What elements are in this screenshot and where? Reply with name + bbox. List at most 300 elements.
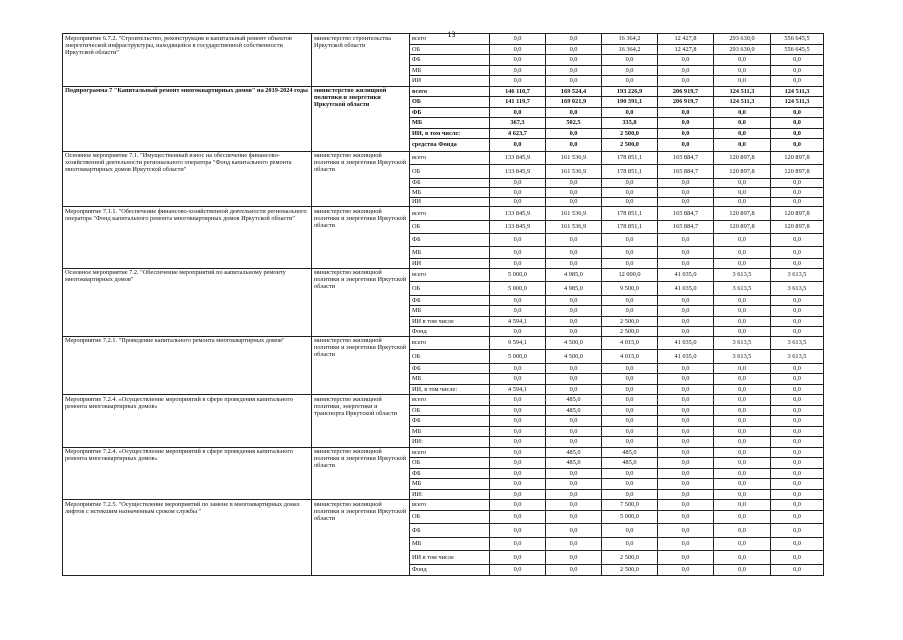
amount-cell: 0,0: [546, 188, 602, 198]
amount-cell: 0,0: [490, 295, 546, 306]
amount-cell: 0,0: [490, 197, 546, 207]
amount-cell: 0,0: [658, 447, 714, 458]
amount-cell: 0,0: [658, 246, 714, 259]
amount-cell: 502,5: [546, 118, 602, 129]
funding-source: всего: [410, 207, 490, 221]
amount-cell: 0,0: [714, 458, 771, 469]
table-row: [63, 500, 824, 511]
page-number: 13: [447, 30, 456, 39]
amount-cell: 0,0: [771, 405, 824, 416]
amount-cell: 190 391,1: [602, 97, 658, 108]
amount-cell: 0,0: [602, 306, 658, 317]
funding-source: всего: [410, 395, 490, 406]
amount-cell: 0,0: [771, 234, 824, 247]
amount-cell: 0,0: [714, 306, 771, 317]
amount-cell: 0,0: [602, 405, 658, 416]
amount-cell: 41 035,0: [658, 282, 714, 296]
amount-cell: 0,0: [658, 327, 714, 337]
amount-cell: 0,0: [490, 458, 546, 469]
amount-cell: 293 630,0: [714, 44, 771, 55]
amount-cell: 0,0: [714, 76, 771, 87]
amount-cell: 0,0: [490, 363, 546, 374]
amount-cell: 0,0: [771, 188, 824, 198]
amount-cell: 485,0: [602, 447, 658, 458]
table-row: [63, 207, 824, 221]
amount-cell: 0,0: [602, 197, 658, 207]
amount-cell: 0,0: [714, 426, 771, 437]
amount-cell: 0,0: [658, 107, 714, 118]
amount-cell: 0,0: [658, 551, 714, 565]
amount-cell: 0,0: [602, 468, 658, 479]
amount-cell: 0,0: [602, 384, 658, 395]
funding-source: МБ: [410, 537, 490, 551]
amount-cell: 0,0: [714, 374, 771, 385]
amount-cell: 12 427,8: [658, 44, 714, 55]
funding-source: ИИ, в том числе:: [410, 128, 490, 139]
funding-source: МБ: [410, 306, 490, 317]
amount-cell: 206 919,7: [658, 86, 714, 97]
amount-cell: 4 594,1: [490, 384, 546, 395]
amount-cell: 9 594,1: [490, 336, 546, 350]
amount-cell: 0,0: [771, 178, 824, 188]
amount-cell: 0,0: [771, 107, 824, 118]
responsible-executor: министерство жилищной политики, энергетики и транспорта Иркутской области: [312, 395, 410, 448]
amount-cell: 0,0: [714, 500, 771, 511]
amount-cell: 0,0: [490, 395, 546, 406]
table-row: [63, 86, 824, 97]
amount-cell: 0,0: [490, 178, 546, 188]
amount-cell: 0,0: [771, 564, 824, 576]
amount-cell: 0,0: [771, 437, 824, 448]
amount-cell: 335,8: [602, 118, 658, 129]
funding-source: Фонд: [410, 564, 490, 576]
amount-cell: 141 119,7: [490, 97, 546, 108]
amount-cell: 0,0: [658, 468, 714, 479]
amount-cell: 0,0: [771, 76, 824, 87]
amount-cell: 0,0: [602, 246, 658, 259]
amount-cell: 193 226,9: [602, 86, 658, 97]
amount-cell: 0,0: [490, 524, 546, 538]
amount-cell: 0,0: [658, 395, 714, 406]
amount-cell: 0,0: [602, 416, 658, 427]
funding-source: ФБ: [410, 178, 490, 188]
amount-cell: 0,0: [771, 468, 824, 479]
amount-cell: 0,0: [714, 537, 771, 551]
amount-cell: 0,0: [546, 537, 602, 551]
amount-cell: 0,0: [546, 524, 602, 538]
amount-cell: 161 536,9: [546, 151, 602, 165]
funding-source: ФБ: [410, 524, 490, 538]
amount-cell: 120 897,8: [714, 220, 771, 234]
amount-cell: 0,0: [658, 188, 714, 198]
amount-cell: 4 623,7: [490, 128, 546, 139]
amount-cell: 0,0: [490, 107, 546, 118]
funding-source: ОБ: [410, 458, 490, 469]
funding-source: ИИ:: [410, 489, 490, 500]
amount-cell: 3 613,5: [771, 282, 824, 296]
amount-cell: 0,0: [771, 128, 824, 139]
amount-cell: 0,0: [771, 55, 824, 66]
funding-source: ОБ: [410, 350, 490, 364]
amount-cell: 0,0: [771, 395, 824, 406]
funding-source: ФБ: [410, 55, 490, 66]
table-row: [63, 151, 824, 165]
amount-cell: 0,0: [546, 426, 602, 437]
amount-cell: 0,0: [546, 437, 602, 448]
amount-cell: 0,0: [602, 65, 658, 76]
amount-cell: 4 015,0: [602, 350, 658, 364]
amount-cell: 485,0: [546, 395, 602, 406]
funding-source: ФБ: [410, 295, 490, 306]
amount-cell: 0,0: [714, 188, 771, 198]
amount-cell: 41 035,0: [658, 336, 714, 350]
amount-cell: 0,0: [771, 426, 824, 437]
amount-cell: 0,0: [771, 65, 824, 76]
amount-cell: 0,0: [714, 316, 771, 327]
amount-cell: 0,0: [771, 447, 824, 458]
amount-cell: 0,0: [714, 551, 771, 565]
funding-source: Фонд: [410, 327, 490, 337]
amount-cell: 0,0: [714, 295, 771, 306]
amount-cell: 293 630,0: [714, 34, 771, 45]
amount-cell: 0,0: [714, 234, 771, 247]
amount-cell: 0,0: [771, 500, 824, 511]
amount-cell: 0,0: [658, 405, 714, 416]
amount-cell: 0,0: [658, 524, 714, 538]
amount-cell: 0,0: [546, 234, 602, 247]
funding-source: ОБ: [410, 282, 490, 296]
amount-cell: 0,0: [658, 128, 714, 139]
amount-cell: 120 897,8: [771, 165, 824, 179]
funding-source: ФБ: [410, 107, 490, 118]
amount-cell: 4 985,0: [546, 268, 602, 282]
amount-cell: 0,0: [658, 416, 714, 427]
funding-source: ФБ: [410, 416, 490, 427]
amount-cell: 169 524,4: [546, 86, 602, 97]
funding-source: всего: [410, 151, 490, 165]
responsible-executor: министерство строительства Иркутской области: [312, 34, 410, 87]
funding-source: МБ: [410, 479, 490, 490]
amount-cell: 0,0: [602, 55, 658, 66]
responsible-executor: министерство жилищной политики и энергетики Иркутской области: [312, 447, 410, 500]
amount-cell: 133 845,9: [490, 165, 546, 179]
amount-cell: 0,0: [771, 295, 824, 306]
amount-cell: 124 511,3: [714, 86, 771, 97]
amount-cell: 0,0: [490, 405, 546, 416]
amount-cell: 0,0: [714, 437, 771, 448]
amount-cell: 0,0: [490, 500, 546, 511]
funding-source: МБ: [410, 188, 490, 198]
amount-cell: 0,0: [714, 447, 771, 458]
amount-cell: 0,0: [490, 479, 546, 490]
table-row: [63, 447, 824, 458]
funding-source: ФБ: [410, 468, 490, 479]
budget-table: [62, 33, 824, 576]
amount-cell: 0,0: [490, 259, 546, 269]
amount-cell: 0,0: [546, 468, 602, 479]
funding-source: МБ: [410, 246, 490, 259]
amount-cell: 0,0: [602, 537, 658, 551]
amount-cell: 2 500,0: [602, 551, 658, 565]
funding-source: ОБ: [410, 97, 490, 108]
funding-source: МБ: [410, 65, 490, 76]
amount-cell: 161 536,9: [546, 220, 602, 234]
funding-source: всего: [410, 447, 490, 458]
amount-cell: 0,0: [658, 489, 714, 500]
amount-cell: 0,0: [602, 426, 658, 437]
amount-cell: 0,0: [546, 65, 602, 76]
measure-name: Мероприятие 7.2.4. «Осуществление мероприятий в сфере проведения капитального ремонта многоквартирных домов»: [63, 395, 312, 448]
funding-source: всего: [410, 34, 490, 45]
amount-cell: 5 000,0: [490, 282, 546, 296]
amount-cell: 485,0: [602, 458, 658, 469]
funding-source: МБ: [410, 426, 490, 437]
amount-cell: 4 500,0: [546, 336, 602, 350]
amount-cell: 124 511,3: [771, 86, 824, 97]
amount-cell: 120 897,8: [771, 207, 824, 221]
amount-cell: 0,0: [714, 416, 771, 427]
funding-source: МБ: [410, 374, 490, 385]
amount-cell: 0,0: [602, 374, 658, 385]
amount-cell: 0,0: [658, 537, 714, 551]
amount-cell: 485,0: [546, 458, 602, 469]
amount-cell: 0,0: [658, 139, 714, 152]
amount-cell: 12 427,8: [658, 34, 714, 45]
amount-cell: 0,0: [490, 564, 546, 576]
amount-cell: 0,0: [771, 197, 824, 207]
amount-cell: 0,0: [714, 139, 771, 152]
amount-cell: 0,0: [658, 426, 714, 437]
amount-cell: 0,0: [771, 551, 824, 565]
amount-cell: 0,0: [658, 510, 714, 524]
amount-cell: 0,0: [602, 259, 658, 269]
amount-cell: 124 511,3: [771, 97, 824, 108]
measure-name: Основное мероприятие 7.1. "Имущественный взнос на обеспечение финансово-хозяйственной деятельности регионального оператора "Фонд капитального ремонта многоквартирных домов Иркутской области": [63, 151, 312, 207]
responsible-executor: министерство жилищной политики и энергетики Иркутской области: [312, 500, 410, 576]
amount-cell: 0,0: [714, 468, 771, 479]
amount-cell: 133 845,9: [490, 207, 546, 221]
amount-cell: 0,0: [546, 34, 602, 45]
amount-cell: 0,0: [714, 55, 771, 66]
amount-cell: 120 897,8: [771, 220, 824, 234]
measure-name: Мероприятие 7.2.4. «Осуществление мероприятий в сфере проведения капитального ремонта многоквартирных домов»: [63, 447, 312, 500]
amount-cell: 0,0: [658, 197, 714, 207]
amount-cell: 0,0: [546, 416, 602, 427]
responsible-executor: министерство жилищной политики и энергетики Иркутской области: [312, 86, 410, 151]
amount-cell: 0,0: [714, 510, 771, 524]
amount-cell: 0,0: [490, 416, 546, 427]
amount-cell: 7 500,0: [602, 500, 658, 511]
amount-cell: 41 035,0: [658, 350, 714, 364]
amount-cell: 0,0: [602, 363, 658, 374]
amount-cell: 3 613,5: [714, 268, 771, 282]
amount-cell: 0,0: [658, 178, 714, 188]
funding-source: ОБ: [410, 405, 490, 416]
amount-cell: 0,0: [658, 500, 714, 511]
funding-source: ФБ: [410, 363, 490, 374]
funding-source: ИИ: [410, 259, 490, 269]
measure-name: Основное мероприятие 7.2. "Обеспечение мероприятий по капитальному ремонту многоквартирных домов": [63, 268, 312, 336]
amount-cell: 178 851,1: [602, 220, 658, 234]
amount-cell: 0,0: [602, 295, 658, 306]
responsible-executor: министерство жилищной политики и энергетики Иркутской области: [312, 207, 410, 269]
amount-cell: 0,0: [658, 564, 714, 576]
amount-cell: 0,0: [546, 107, 602, 118]
funding-source: ИИ:: [410, 437, 490, 448]
amount-cell: 0,0: [658, 234, 714, 247]
amount-cell: 0,0: [490, 468, 546, 479]
amount-cell: 0,0: [546, 306, 602, 317]
amount-cell: 0,0: [658, 118, 714, 129]
amount-cell: 0,0: [714, 384, 771, 395]
amount-cell: 0,0: [771, 384, 824, 395]
amount-cell: 0,0: [714, 128, 771, 139]
amount-cell: 0,0: [490, 437, 546, 448]
amount-cell: 0,0: [490, 306, 546, 317]
amount-cell: 41 035,0: [658, 268, 714, 282]
amount-cell: 0,0: [490, 139, 546, 152]
amount-cell: 0,0: [602, 524, 658, 538]
amount-cell: 0,0: [771, 118, 824, 129]
amount-cell: 0,0: [546, 246, 602, 259]
amount-cell: 165 884,7: [658, 207, 714, 221]
amount-cell: 0,0: [602, 76, 658, 87]
amount-cell: 0,0: [658, 259, 714, 269]
amount-cell: 161 536,9: [546, 207, 602, 221]
funding-source: ИИ в том числе: [410, 551, 490, 565]
amount-cell: 2 500,0: [602, 128, 658, 139]
amount-cell: 0,0: [714, 479, 771, 490]
amount-cell: 133 845,9: [490, 220, 546, 234]
amount-cell: 0,0: [546, 316, 602, 327]
amount-cell: 3 613,5: [771, 336, 824, 350]
amount-cell: 0,0: [658, 384, 714, 395]
amount-cell: 0,0: [546, 363, 602, 374]
funding-source: ОБ: [410, 220, 490, 234]
funding-source: МБ: [410, 118, 490, 129]
measure-name: Мероприятие 7.2.5. "Осуществление мероприятий по замене в многоквартирных домах лифтов с истекшим назначенным сроком службы ": [63, 500, 312, 576]
amount-cell: 0,0: [771, 246, 824, 259]
amount-cell: 0,0: [714, 327, 771, 337]
amount-cell: 0,0: [546, 564, 602, 576]
amount-cell: 0,0: [714, 246, 771, 259]
amount-cell: 0,0: [714, 259, 771, 269]
amount-cell: 3 613,5: [771, 268, 824, 282]
amount-cell: 0,0: [771, 537, 824, 551]
amount-cell: 165 884,7: [658, 220, 714, 234]
amount-cell: 0,0: [658, 76, 714, 87]
amount-cell: 0,0: [546, 551, 602, 565]
amount-cell: 0,0: [546, 295, 602, 306]
amount-cell: 0,0: [490, 551, 546, 565]
amount-cell: 0,0: [490, 44, 546, 55]
table-row: [63, 268, 824, 282]
amount-cell: 0,0: [714, 178, 771, 188]
amount-cell: 0,0: [602, 178, 658, 188]
amount-cell: 0,0: [546, 384, 602, 395]
amount-cell: 0,0: [546, 128, 602, 139]
amount-cell: 2 500,0: [602, 316, 658, 327]
amount-cell: 0,0: [602, 234, 658, 247]
amount-cell: 0,0: [490, 188, 546, 198]
amount-cell: 0,0: [546, 44, 602, 55]
amount-cell: 165 884,7: [658, 165, 714, 179]
amount-cell: 0,0: [714, 524, 771, 538]
amount-cell: 485,0: [546, 447, 602, 458]
amount-cell: 2 500,0: [602, 564, 658, 576]
amount-cell: 0,0: [546, 510, 602, 524]
amount-cell: 3 613,5: [714, 350, 771, 364]
amount-cell: 0,0: [490, 76, 546, 87]
amount-cell: 12 000,0: [602, 268, 658, 282]
funding-source: ИИ: [410, 76, 490, 87]
amount-cell: 0,0: [546, 489, 602, 500]
amount-cell: 0,0: [714, 118, 771, 129]
amount-cell: 0,0: [602, 437, 658, 448]
amount-cell: 4 594,1: [490, 316, 546, 327]
amount-cell: 5 000,0: [490, 268, 546, 282]
amount-cell: 178 851,1: [602, 165, 658, 179]
amount-cell: 0,0: [658, 479, 714, 490]
amount-cell: 120 897,8: [714, 151, 771, 165]
amount-cell: 3 613,5: [714, 336, 771, 350]
amount-cell: 0,0: [546, 374, 602, 385]
amount-cell: 2 500,0: [602, 139, 658, 152]
amount-cell: 3 613,5: [714, 282, 771, 296]
amount-cell: 0,0: [490, 65, 546, 76]
funding-source: всего: [410, 336, 490, 350]
amount-cell: 0,0: [490, 426, 546, 437]
responsible-executor: министерство жилищной политики и энергетики Иркутской области: [312, 336, 410, 395]
funding-source: ИИ в том числе: [410, 316, 490, 327]
funding-source: ОБ: [410, 510, 490, 524]
amount-cell: 16 364,2: [602, 44, 658, 55]
amount-cell: 0,0: [490, 34, 546, 45]
measure-name: Мероприятие 7.1.1. "Обеспечение финансово-хозяйственной деятельности регионального оператора "Фонд капитального ремонта многоквартирных домов Иркутской области": [63, 207, 312, 269]
amount-cell: 0,0: [490, 447, 546, 458]
funding-source: ИИ, в том числе:: [410, 384, 490, 395]
amount-cell: 0,0: [490, 489, 546, 500]
amount-cell: 0,0: [714, 405, 771, 416]
amount-cell: 0,0: [546, 259, 602, 269]
amount-cell: 0,0: [714, 395, 771, 406]
amount-cell: 0,0: [490, 374, 546, 385]
amount-cell: 0,0: [771, 374, 824, 385]
amount-cell: 0,0: [714, 363, 771, 374]
funding-source: ФБ: [410, 234, 490, 247]
measure-name: Подпрограмма 7 "Капитальный ремонт многоквартирных домов" на 2019-2024 годы: [63, 86, 312, 151]
amount-cell: 0,0: [602, 107, 658, 118]
amount-cell: 0,0: [546, 327, 602, 337]
amount-cell: 0,0: [771, 458, 824, 469]
amount-cell: 0,0: [771, 510, 824, 524]
amount-cell: 0,0: [771, 363, 824, 374]
amount-cell: 0,0: [658, 65, 714, 76]
amount-cell: 2 500,0: [602, 327, 658, 337]
amount-cell: 0,0: [602, 489, 658, 500]
responsible-executor: министерство жилищной политики и энергетики Иркутской области: [312, 268, 410, 336]
amount-cell: 178 851,1: [602, 151, 658, 165]
amount-cell: 0,0: [546, 479, 602, 490]
amount-cell: 0,0: [490, 246, 546, 259]
amount-cell: 0,0: [490, 55, 546, 66]
amount-cell: 0,0: [714, 564, 771, 576]
funding-source: всего: [410, 500, 490, 511]
funding-source: ОБ: [410, 165, 490, 179]
amount-cell: 0,0: [771, 316, 824, 327]
amount-cell: 0,0: [771, 524, 824, 538]
amount-cell: 146 110,7: [490, 86, 546, 97]
